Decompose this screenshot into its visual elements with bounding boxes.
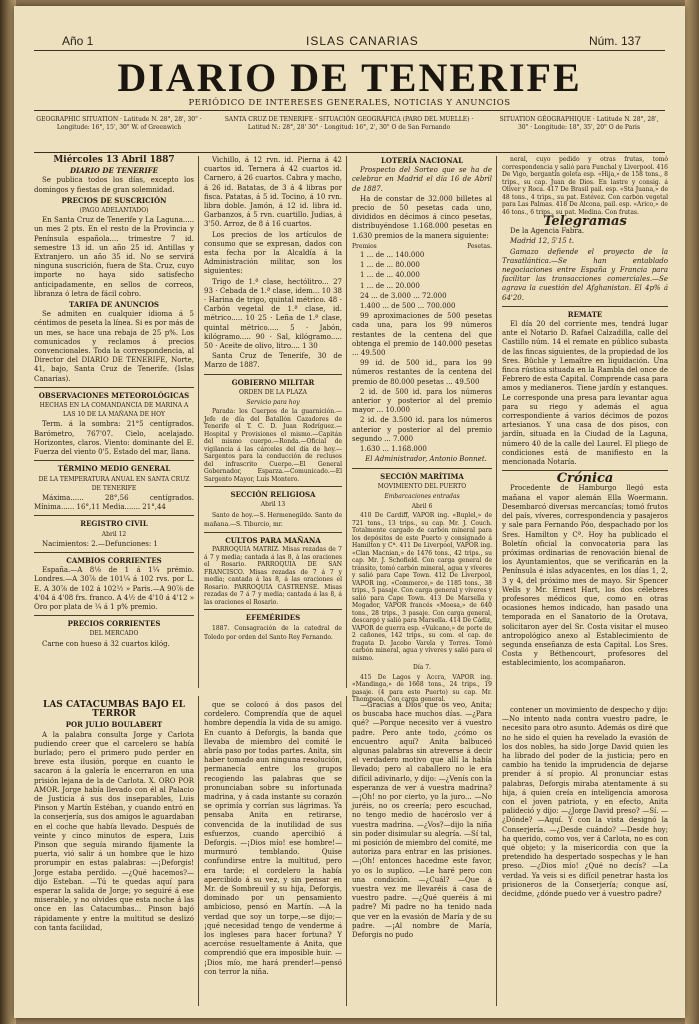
column-divider-1 [198,156,199,688]
registry-title: REGISTRO CIVIL [80,519,148,529]
tariff-text: Se admiten en cualquier idioma á 5 céntimos de peseta la línea. Si es por más de un mes, se hace una rebaja de 25 p%. Los comunicados y reclamos á precios convencionales. Toda la correspondencia, al Director del DIARIO DE TENERIFE, Norte, 41, bajo, Santa Cruz de Tenerife. (Islas Canarias). [34,310,194,383]
column-divider-3 [496,156,497,1006]
column-divider-lower-2 [346,696,347,1006]
religious-date: Abril 13 [260,501,286,509]
lottery-table [352,251,492,454]
telegrams-title: Telegramas [543,214,627,229]
telegrams-text: Gamazo defiende el proyecto de la Trasatlántica.—Se han entablado negociaciones entre España y Francia para facilitar las transacciones comerciales.—Se agrava la cuestión del Afghanistan. El 4p% á 64'20. [502,247,668,302]
feuilleton-title: LAS CATACUMBAS BAJO EL TERROR [43,700,185,720]
auction-text: El día 20 del corriente mes, tendrá lugar ante el Notario D. Rafael Calzadilla, calle del Castillo núm. 14 el remate en público subasta de las fincas siguientes, de la propiedad de los Sres. Büchle y Lemaître en liquidación. Una finca rústica situada en la Rambla del once de Febrero de esta Capital. Comprende casa para amos y medianeros. Tiene jardín y estanques. Le corresponde una presa para levantar agua para su riego y además el agua correspondiente á varios décimos de pozos artesianos. Y una casa de dos pisos, con jardín, situada en la Ciudad de la Laguna, número 40 de la calle del Laurel. El pliego de condiciones está de manifiesto en la mencionada Notaría. [502,320,668,467]
page-edge [685,0,699,1024]
prices-intro: Los precios de los artículos de consumo que se expresan, dados con esta fecha por la Alcaldía á la Administración militar, son los siguientes: [204,230,342,276]
column-divider-2 [346,156,347,688]
divider [204,532,342,533]
exchange-text: España.—A 8⅛ de 1 á 1¼ prémio. Londres.—A 30⅞ de 101¼ á 102 rvs. por L. E. A 30⅞ de 102 á 102½ » Paris.—A 90⅞ de 4'04 á 4'08 frs. franco. A 4½ de 4'10 á 4'12 » Oro por plata de ¼ á 1 p% premio. [34,566,194,611]
chronicle-title: Crónica [556,471,614,487]
lottery-header-prizes: Premios [352,242,377,250]
temperature-title: TÉRMINO MEDIO GENERAL [57,464,171,474]
table-row: 1.400 ... de 500 ... 700.000 [360,302,456,311]
subscription-text: En Santa Cruz de Tenerife y La Laguna..... un mes 2 pts. En el resto de la Provincia y Península española.... trimestre 7 id. semestre 13 id. un año 25 id. Antillas y Extranjero. un año 35 id. No se servirá ninguna suscrición, fuera de Sta. Cruz, cuyo importe no haya sido satisfecho anticipadamente, en sellos de correos, libranza ó letra de fácil cobro. [34,216,194,298]
tariff-title: TARIFA DE ANUNCIOS [69,300,159,310]
maritime-text: 410 De Cardiff, VAPOR ing. «Buplel,» de 721 tons., 13 trips., su cap. Mr. J. Couch. Totalmente cargado de carbón mineral para los depósitos de este Puerto y consignado á Hamilton y Cª. 411 De Liverpool, VAPOR ing. «Clan Macnian,» de 1476 tons., 42 trips., su cap. Mr. J. Schofield. Con carga general de tránsito, tomó carbón mineral, agua y víveres y salió para Cape Town. 412 De Liverpool, VAPOR ing. «Commerce,» de 1185 tons., 38 trips., 5 pasaje. Con carga general y víveres y salió para Cape Town. 413 De Marsella y Mogador, VAPOR francés «Moesa,» de 640 tons., 28 trips., 3 pasaje. Con carga general, descargó y salió para Marsella. 414 De Cádiz, VAPOR de guerra esp. «Vulcano,» de porte de 2 cañones, 142 trips., su com. el cap. de fragata D. Jacobo Varela y Torres. Tomó carbón mineral, agua y víveres y salió para el mismo. [352,512,492,662]
divider [204,486,342,487]
maritime-subtitle: MOVIMIENTO DEL PUERTO [377,482,467,490]
column-2 [204,156,342,691]
worship-title: CULTOS PARA MAÑANA [225,536,321,546]
subscription-subtitle: (PAGO ADELANTADO) [79,207,149,215]
divider [352,468,492,469]
date-line: Miércoles 13 Abril 1887 [53,155,175,165]
weather-title: OBSERVACIONES METEOROLÓGICAS [38,390,190,400]
story-text-2: —Gracias á Dios que os veo, Anita; os buscaba hace muchos días. —¿Para qué? —Porque necesito ver á vuestro padre. Pero ante todo, ¿cómo os encuentro aquí? Anita balbuceó algunas palabras sin atreverse á decir el verdadero motivo que allí la había llevado; pero al caballero no le era difícil adivinarlo, y dijo: —¿Venís con la esperanza de ver á vuestra madrina? —¡Oh! no por cierto, yo la juro... —No juréis, no os creería; pero escuchad, no tengo medio de hacéroslo ver á vuestra madrina. —¿Vos?—dijo la niña sin poder disimular su alegría. —Sí tal, mi posición de miembro del comité, me autoriza para entrar en las prisiones. —¡Oh! entonces hacedme este favor, yo os lo suplico. —Le haré pero con una condición. —¿Cuál? —Que á vuestra vez me llevaréis á casa de vuestro padre. —¿Qué queréis á mi padre? Mi padre no ha tenido nada que ver en la evasión de María y de su padre. —¡Al nombre de María, Deforgis no pudo [352,701,492,940]
masthead-subtitle: PERIÓDICO DE INTERESES GENERALES, NOTICIAS Y ANUNCIOS [188,98,511,108]
meat-prices: Vichillo, á 12 rvn. id. Pierna á 42 cuartos id. Ternera á 42 cuartos id. Carnero, á 26 cuartos. Cabra y macho, á 26 id. Batatas, de 3 á 4 libras por fisca. Patatas, á 5 id. Tocino, á 10 rvn. libra doble. Jamón, á 12 id. libra id. Garbanzos, á 5 rvn. cuartillo. Judias, á 3'50. Arroz, de 8 á 16 cuartos. [204,156,342,229]
market-title: PRECIOS CORRIENTES [67,619,161,629]
table-row: 1 ... de ... 140.000 [360,251,425,260]
masthead-rule-top [34,50,665,51]
story-column-1 [204,701,342,1006]
auction-title: REMATE [567,309,603,319]
chronicle-text: Procedente de Hamburgo llegó esta mañana el vapor alemán Ella Woermann. Desembarcó diversas mercancías; tomó frutos del país, víveres, correspondencia y pasajeros y sale para Fernando Póo, despachado por los Sres. Hamilton y Cª. Hoy ha publicado el Boletín oficial la convocatoria para las próximas ordinarias de renovación bienal de los Ayuntamientos, que se verificarán en la Península é islas adyacentes, en los días 1, 2, 3 y 4, del próximo mes de mayo. Sir Spencer Wells y Mr. Ernest Hart, los dos célebres profesores médicos que, como en otras ocasiones hemos indicado, han pasado una temporada en el Sanatorio de la Orotava, solicitaron ayer del Sr. Costa visitar el museo antropológico anexo al Establecimiento de segunda enseñanza de esta Capital. Los Sres. Costa y Béthencourt, profesores del establecimiento, los acompañaron. [502,484,668,668]
column-3 [352,156,492,704]
divider [34,387,194,388]
registry-text: Nacimientos: 2.—Defunciones: 1 [42,539,158,548]
masthead-title: DIARIO DE TENERIFE [117,55,582,100]
geo-left: GEOGRAPHIC SITUATION · Latitude N. 28°, 28', 30" · Longitude: 16°, 15', 30" W. of Greenwich [36,116,202,131]
story-column-2 [352,701,492,1006]
table-row: 1 ... de ... 80.000 [360,261,420,270]
ephemeris-text: 1887. Consagración de la catedral de Toledo por orden del Santo Rey Fernando. [204,624,342,641]
worship-text: PARROQUIA MATRIZ. Misas rezadas de 7 á 7 y media; cantada á las 8, á las oraciones el Rosario. PARROQUIA DE SAN FRANCISCO. Misas rezadas de 7 á 7 y media; cantada á las 8, á las oraciones el Rosario. PARROQUIA CASTRENSE. Misas rezadas de 7 á 7 y media; cantada á las 8, á las oraciones el Rosario. [204,546,342,606]
prices-list: Trigo de 1.ª clase, hectólitro... 27 93 · Cebada de 1.ª clase, idem... 10 38 · Harina de trigo, quintal métrico. 48 · Carbón vegetal de 1.ª clase, id. métrico..... 10 25 · Leña de 1.ª clase, quintal métrico..... 5 · Jabón, kilógramo..... 90 · Sal, kilógramo..... 50 · Aceite de olivo, litro.... 1 30 [204,277,342,351]
lottery-table-header [352,242,492,251]
lottery-text: Ha de constar de 32.000 billetes al precio de 50 pesetas cada uno, divididos en décimos á cinco pesetas, distribuyéndose 1.168.000 pesetas en 1.630 premios de la manera siguiente: [352,194,492,240]
table-row: 2 id. de 3.500 id. para los números anterior y posterior al del premio segundo ... 7.000 [352,416,492,443]
newspaper-page [14,6,685,1018]
maritime-title: SECCIÓN MARÍTIMA [380,471,464,481]
geo-right: SITUATION GÉOGRAPHIQUE · Latitude N. 28°, 28', 30" · Longitude: 18°, 35', 20" O de Paris [499,116,659,131]
temperature-subtitle: DE LA TEMPERATURA ANUAL EN SANTA CRUZ DE TENERIFE [38,475,190,492]
military-service: Servicio para hoy [246,399,300,407]
table-row: 99 aproximaciones de 500 pesetas cada una, para los 99 números restantes de la centena del que obtenga el premio de 140.000 pesetas ... 49.500 [352,312,492,358]
temperature-text: Máxima...... 28°,56 centígrados. Mínima...... 16°,11 Media....... 21°,44 [34,493,194,512]
market-subtitle: DEL MERCADO [89,630,139,638]
geo-center: SANTA CRUZ DE TENERIFE · SITUACIÓN GEOGRÁFICA (PARO DEL MUELLE) · Latitud N.: 28°, 28' 30" · Longitud: 16°, 2', 30" O de San Fernando [224,116,474,131]
story-column-3 [502,706,668,1006]
maritime-text-2: 415 De Lagos y Accra, VAPOR ing. «Mandinga,» de 1668 tons., 24 trips., 19 pasaje. (4 para este Puerto) su cap. Mr. Thompson. Con carga general. [352,673,492,704]
registry-date: Abril 12 [101,530,127,538]
divider [34,515,194,516]
feuilleton-author: POR JULIO BOULABERT [65,720,163,730]
telegrams-date: Madrid 12, 5'15 t. [510,237,575,246]
column-divider-lower [198,696,199,1006]
divider [502,306,668,307]
intro-text: Se publica todos los días, excepto los domingos y fiestas de gran solemnidad. [34,176,194,194]
column-4 [502,156,668,701]
lottery-intro: Prospecto del Sorteo que se ha de celebrar en Madrid el día 16 de Abril de 1887. [352,166,492,193]
feuilleton [34,701,194,1006]
maritime-continued: neral, cuyo pedido y otras frutas, tomó correspondencia y salió para Funchal y Liverpool. 416 De Vigo, bergantín goleta esp. «Hija,» de 158 tons., 8 trips., su cap. Juan de Dios. En lastre y consig. á Oliver y Roca. 417 De Brasil pail. esp. «Sta Juana,» de 48 tons., 4 trips., su pat. Estévez. Con carbón vegetal para Las Palmas. 418 De Alcona, pail. esp. «Arico,» de 46 tons., 6 trips., su pat. Medina. Con frutas. [502,156,668,216]
story-text-1: que se colocó á dos pasos del cordelero. Comprendía que de aquel hombre dependía la vida de su amigo. En cuanto á Deforgis, la banda que llevaba de miembro del comité le abría paso por todas partes. Anita, sin haber tomado aun ninguna resolución, permanecía entre los grupos recogiendo las palabras que se pronunciaban sobre su infortunada madrina, y á cada instante su corazón se oprimía y corrían sus lágrimas. Ya pensaba Anita en retirarse, convencida de la inutilidad de sus esfuerzos, cuando apercibió á Deforgis. —¡Dios mío! ese hombre!—murmuró temblando. Quise confundirse entre la multitud, pero era tarde; el cordelero la había apercibido á su vez, y sin pensar en Mr. de Sombreuil y su hija, Deforgis, dominado por un pensamiento ambicioso, pensó en Martín. —A la verdad que soy un torpe,—se dijo;—¡qué necesidad tengo de venderme á los ingleses para hacer fortuna? Y acercóse resueltamente á Anita, que comprendió que era imposible huir. —¡Dios mío, me hará prender!—pensó con terror la niña. [204,701,342,976]
telegrams-source: De la Agencia Fabra. [510,227,585,236]
issue-number: Núm. 137 [588,34,641,48]
weather-subtitle: HECHAS EN LA COMANDANCIA DE MARINA A LAS 10 DE LA MAÑANA DE HOY [39,402,189,419]
header-rule [34,152,665,153]
masthead-rule-bottom [34,110,665,111]
divider [204,374,342,375]
place-label: ISLAS CANARIAS [306,34,419,48]
divider [34,615,194,616]
table-row: 2 id. de 500 id. para los números anterior y posterior al del premio mayor ... 10.000 [352,387,492,415]
lottery-admin: El Administrador, Antonio Bonnet. [365,455,487,464]
subscription-title: PRECIOS DE SUSCRICIÓN [61,195,167,205]
religious-title: SECCIÓN RELIGIOSA [230,490,316,500]
divider [34,552,194,553]
table-row: 1.630 ... 1.168.000 [360,445,427,454]
table-row: 24 ... de 3.000 ... 72.000 [360,291,447,300]
table-row: 1 ... de ... 40.000 [360,271,420,280]
lottery-title: LOTERÍA NACIONAL [380,156,464,165]
year-label: Año 1 [62,34,94,48]
ephemeris-title: EFEMÉRIDES [245,613,301,623]
table-row: 99 id. de 500 id., para los 99 números restantes de la centena del premio de 80.000 pesetas ... 49.500 [352,359,492,386]
divider [204,609,342,610]
maritime-date: Abril 6 [411,503,433,511]
exchange-title: CAMBIOS CORRIENTES [66,555,162,565]
table-row: 1 ... de ... 20.000 [360,281,420,290]
military-text: Parada: los Cuerpos de la guarnición.—Jefe de día del Batallón Cazadores de Tenerife el T. C. D. Juan Rodríguez.—Hospital y Provisiones el mismo.—Capitán del mismo cuerpo.—Ronda.—Oficial de vigilancia á las cárceles del día de hoy.—Sargentos para la conducción de reclusos del infrascrito Cuerpo.—El General Gobernador, Esparza.—Comunicado.—El Sargento Mayor, Luis Montero. [204,408,342,483]
market-text: Carne con hueso á 32 cuartos kilóg. [42,639,170,648]
military-subtitle: ORDEN DE LA PLAZA [239,388,307,396]
feuilleton-text: A la palabra consulta Jorge y Carlota pudiendo creer que el carcelero se había burlado; pero el primero pudo perder en breve esta ilusión, porque en cuanto le sacaron á la galería le encerraron en una prisión lejana de la de Carlota. X. ORO POR AMOR. Jorge había llevado con él al Palacio de Justicia á sus dos inseparables, Luis Pinson y Martín Estéban, y cuando entró en la conserjería, sus dos amigos le aguardaban en el coche que había llevado. Después de veinte y cinco minutos de espera, Luis Pinson que seguía mirando fijamente la puerta, vió salir á un hombre que le hizo prorumpir en estas palabras: —¡Deforgis! Jorge estaba perdido. —¿Qué hacemos?—dijo Esteban. —Tú te quedas aquí para esperar la salida de Jorge; yo seguiré á ese miserable, y no olvides que esta noche á las once en las Catacumbas... Pinson bajó rápidamente y entre la multitud se deslizó con tanta facilidad, [34,730,194,932]
weather-text: Term. á la sombra: 21°5 centígrados. Barómetro, 767'07. Cielo, acelajado. Horizontes, claros. Viento: dominante del E. Fuerza del viento 0'5. Estado del mar, llana. [34,420,194,457]
maritime-date-2: Día 7. [413,664,431,672]
divider [34,460,194,461]
lottery-header-pesetas: Pesetas. [467,242,492,250]
story-text-3: contener un movimiento de despecho y dijo: —No intento nada contra vuestro padre, le necesito para otro asunto. Además os diré que no he sido el quien ha revelado la evasión de los dos nobles, ha sido Jorge David quien les ha librado del poder de la justicia; pero en cambio ha tenido la imprudencia de dejarse prender á sí propio. Al pronunciar estas palabras, Deforgis miraba atentamente á su hija, á quien creía en inteligencia amorosa con el joven patriota, y en efecto, Anita palideció y dijo: —¿Jorge David preso? —Sí. —¿Dónde? —Aquí. Y con la vista designó la Conserjería. —¿Desde cuándo? —Desde hoy; ha querido, como vos, ver á Carlota, no es con qué objeto; y la misericordia con que la pretendido ha despertado sospechas y le han preso. —¿Dios mío! ¿Qué no decís? —La verdad. Ya veis si es difícil penetrar hasta los prisioneros de la Conserjería; conque así, decidme, ¿dónde puedo ver á vuestro padre? [502,706,668,899]
prices-date: Santa Cruz de Tenerife, 30 de Marzo de 1887. [204,352,342,370]
religious-text: Santo de hoy.—S. Hermenegildo. Santo de mañana.—S. Tiburcio, mr. [204,511,342,528]
military-title: GOBIERNO MILITAR [231,377,315,387]
column-1 [34,156,194,696]
publication-name: DIARIO DE TENERIFE [70,166,158,176]
maritime-arrivals: Embarcaciones entradas [384,492,460,500]
